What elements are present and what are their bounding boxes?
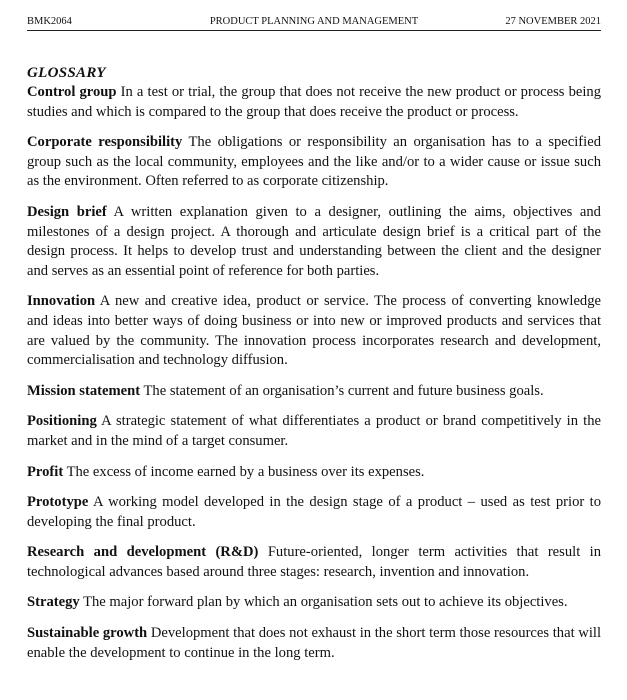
- page-header: [27, 14, 601, 31]
- glossary-term: Positioning: [27, 413, 97, 430]
- glossary-term: Design brief: [27, 203, 107, 220]
- glossary-definition: A written explanation given to a designer, outlining the aims, objectives and milestones of a design project. A thorough and articulate design brief is a critical part of the design process. It helps to develop trust and understanding between the client and the designer and serves as an essential point of reference for both parties.: [27, 203, 601, 279]
- glossary-term: Profit: [27, 463, 64, 480]
- glossary-term: Innovation: [27, 293, 96, 310]
- glossary-term: Control group: [27, 84, 117, 100]
- glossary-entry-positioning: [27, 412, 601, 451]
- glossary-title: GLOSSARY: [27, 65, 106, 81]
- glossary-definition: The obligations or responsibility an organisation has to a specified group such as the local community, employees and the like and/or to a wider cause or issue such as the environment. Often referred to as corporate citizenship.: [27, 134, 601, 190]
- glossary-definition: In a test or trial, the group that does not receive the new product or process being studies and which is compared to the group that does receive the product or process.: [27, 84, 601, 120]
- glossary-term: Research and development (R&D): [27, 544, 259, 561]
- glossary-definition: The statement of an organisation’s current and future business goals.: [143, 382, 544, 399]
- glossary-entry-sustainable-growth: [27, 624, 601, 663]
- glossary-term: Mission statement: [27, 382, 141, 399]
- course-code: BMK2064: [27, 16, 72, 27]
- header-date: 27 NOVEMBER 2021: [505, 16, 601, 27]
- glossary-definition: A strategic statement of what differentiates a product or brand competitively in the market and in the mind of a target consumer.: [27, 413, 601, 449]
- glossary-term: Corporate responsibility: [27, 134, 183, 151]
- glossary-definition: Development that does not exhaust in the short term those resources that will enable the development to continue in the long term.: [27, 625, 601, 661]
- glossary-entry-innovation: [27, 292, 601, 370]
- glossary-entry-control-group: [27, 83, 601, 122]
- glossary-entry-mission-statement: [27, 382, 601, 402]
- glossary-section: [27, 64, 601, 674]
- course-title: PRODUCT PLANNING AND MANAGEMENT: [209, 16, 419, 27]
- glossary-definition: Future-oriented, longer term activities that result in technological advances based around three stages: research, invention and innovation.: [27, 544, 601, 580]
- glossary-entry-prototype: [27, 493, 601, 532]
- glossary-term: Sustainable growth: [27, 625, 148, 642]
- glossary-entry-corporate-responsibility: [27, 133, 601, 192]
- glossary-entry-design-brief: [27, 203, 601, 281]
- glossary-term: Strategy: [27, 594, 80, 611]
- glossary-definition: A new and creative idea, product or service. The process of converting knowledge and ideas into better ways of doing business or into new or improved products and services that are valued by the community. The innovation process incorporates research and development, commercialisation and technology diffusion.: [27, 293, 602, 369]
- glossary-definition: A working model developed in the design stage of a product – used as test prior to developing the final product.: [27, 494, 601, 530]
- glossary-entry-research-and-development: [27, 543, 601, 582]
- glossary-term: Prototype: [27, 494, 89, 511]
- glossary-entry-profit: [27, 463, 601, 483]
- glossary-definition: The excess of income earned by a business over its expenses.: [66, 463, 425, 480]
- glossary-entry-strategy: [27, 593, 601, 613]
- glossary-definition: The major forward plan by which an organisation sets out to achieve its objectives.: [83, 594, 568, 611]
